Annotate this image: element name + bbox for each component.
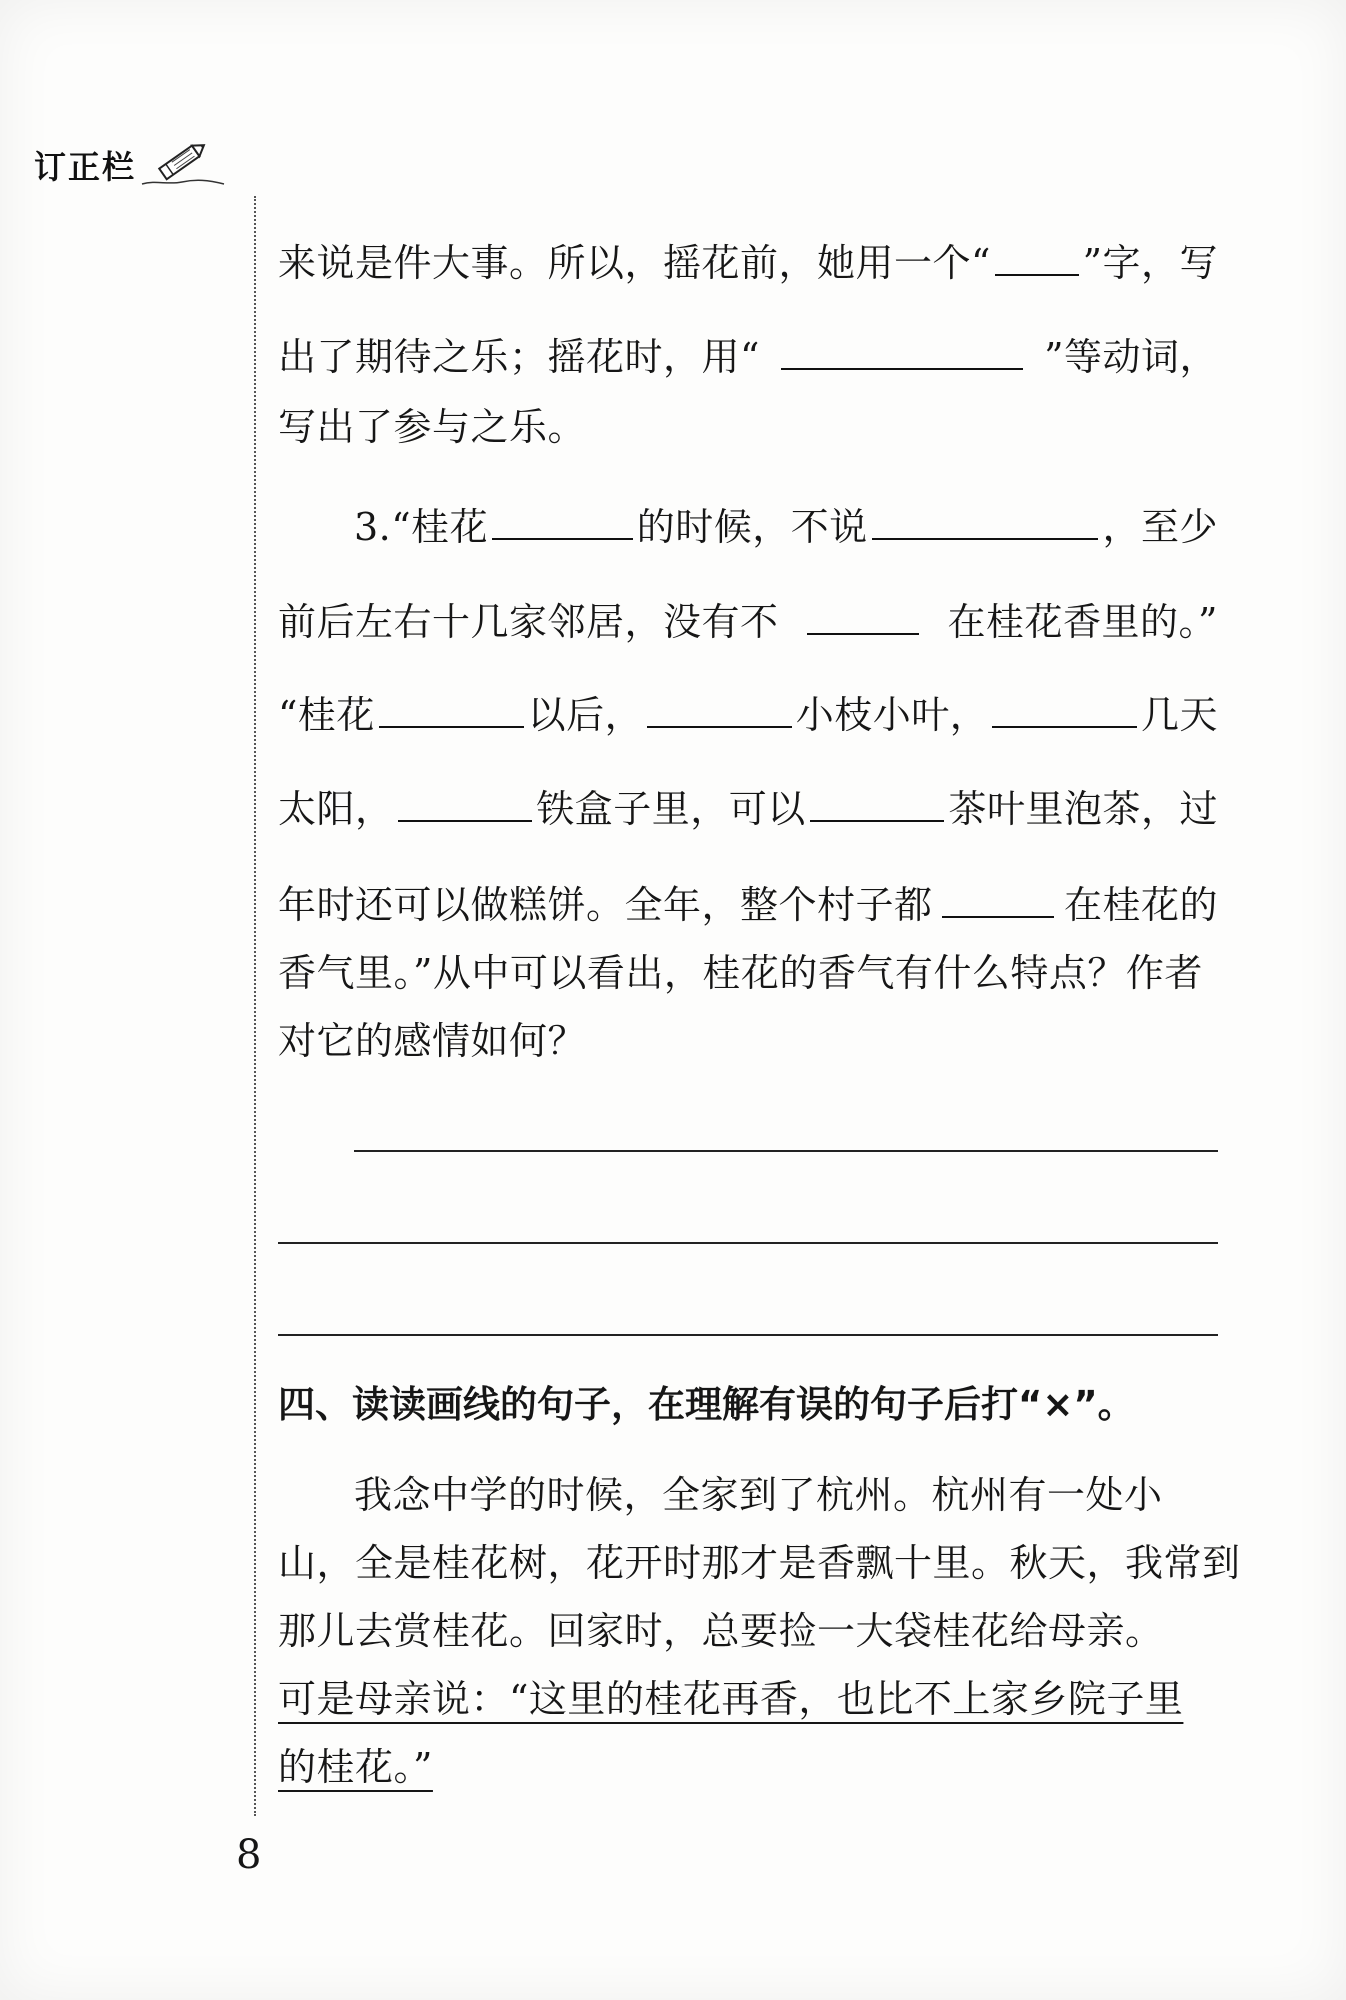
text-run: 太阳， xyxy=(278,787,394,831)
blank-field[interactable] xyxy=(992,722,1137,728)
text-run: 在桂花的 xyxy=(1063,883,1218,927)
underlined-text: 可是母亲说：“这里的桂花再香，也比不上家乡院子里 xyxy=(278,1677,1184,1721)
text-run: 来说是件大事。所以，摇花前，她用一个“ xyxy=(278,241,991,285)
text-run: 年时还可以做糕饼。全年，整个村子都 xyxy=(278,883,933,927)
margin-divider xyxy=(254,196,256,1816)
q2-line-1 xyxy=(278,232,1218,287)
q3-line-1 xyxy=(278,496,1218,551)
blank-field[interactable] xyxy=(492,534,633,540)
text-run: 3.“桂花 xyxy=(354,505,489,549)
text-run: 前后左右十几家邻居，没有不 xyxy=(278,600,779,644)
text-run: ”等动词， xyxy=(1044,335,1218,379)
underlined-sentence-line-2 xyxy=(278,1736,1218,1791)
blank-field[interactable] xyxy=(379,722,524,728)
text-run: “桂花 xyxy=(278,693,375,737)
passage-line-3 xyxy=(278,1600,1218,1655)
text-run: 山，全是桂花树，花开时那才是香飘十里。秋天，我常到 xyxy=(278,1541,1241,1585)
q3-line-5 xyxy=(278,874,1218,929)
answer-line[interactable] xyxy=(278,1242,1218,1244)
page-number: 8 xyxy=(236,1832,262,1878)
text-run: 的时候，不说 xyxy=(636,505,868,549)
text-run: ，至少 xyxy=(1102,505,1218,549)
text-run: 我念中学的时候，全家到了杭州。杭州有一处小 xyxy=(354,1473,1163,1517)
text-run: 铁盒子里，可以 xyxy=(536,787,806,831)
text-run: 香气里。”从中可以看出，桂花的香气有什么特点？作者 xyxy=(278,951,1203,995)
q3-line-6 xyxy=(278,942,1218,997)
passage-line-1 xyxy=(278,1464,1218,1519)
blank-field[interactable] xyxy=(942,912,1054,918)
text-run: 小枝小叶， xyxy=(795,693,989,737)
blank-field[interactable] xyxy=(872,534,1099,540)
q3-line-3 xyxy=(278,684,1218,739)
underlined-sentence-line-1 xyxy=(278,1668,1218,1723)
text-run: ”字，写 xyxy=(1082,241,1218,285)
text-run: 出了期待之乐；摇花时，用“ xyxy=(278,335,760,379)
blank-field[interactable] xyxy=(810,816,945,822)
blank-field[interactable] xyxy=(807,629,919,635)
correction-column-label: 订正栏 xyxy=(34,148,137,186)
q3-line-7 xyxy=(278,1010,1218,1065)
section-title: 四、读读画线的句子，在理解有误的句子后打“×”。 xyxy=(278,1383,1135,1426)
q3-line-4 xyxy=(278,778,1218,833)
text-run: 那儿去赏桂花。回家时，总要捡一大袋桂花给母亲。 xyxy=(278,1609,1164,1653)
text-run: 在桂花香里的。” xyxy=(947,600,1218,644)
answer-line[interactable] xyxy=(354,1150,1218,1152)
blank-field[interactable] xyxy=(647,722,792,728)
underlined-text: 的桂花。” xyxy=(278,1745,433,1789)
text-run: 对它的感情如何？ xyxy=(278,1019,587,1063)
blank-field[interactable] xyxy=(781,364,1023,370)
text-run: 几天 xyxy=(1140,693,1218,737)
blank-field[interactable] xyxy=(995,270,1079,276)
passage-line-2 xyxy=(278,1532,1241,1587)
blank-field[interactable] xyxy=(398,816,533,822)
answer-line[interactable] xyxy=(278,1334,1218,1336)
q2-line-3 xyxy=(278,396,1218,451)
pencil-icon xyxy=(138,138,228,188)
q3-line-2 xyxy=(278,591,1218,646)
correction-column-header xyxy=(34,138,228,188)
text-run: 写出了参与之乐。 xyxy=(278,405,587,449)
text-run: 茶叶里泡茶，过 xyxy=(948,787,1218,831)
q2-line-2 xyxy=(278,326,1218,381)
text-run: 以后， xyxy=(527,693,644,737)
